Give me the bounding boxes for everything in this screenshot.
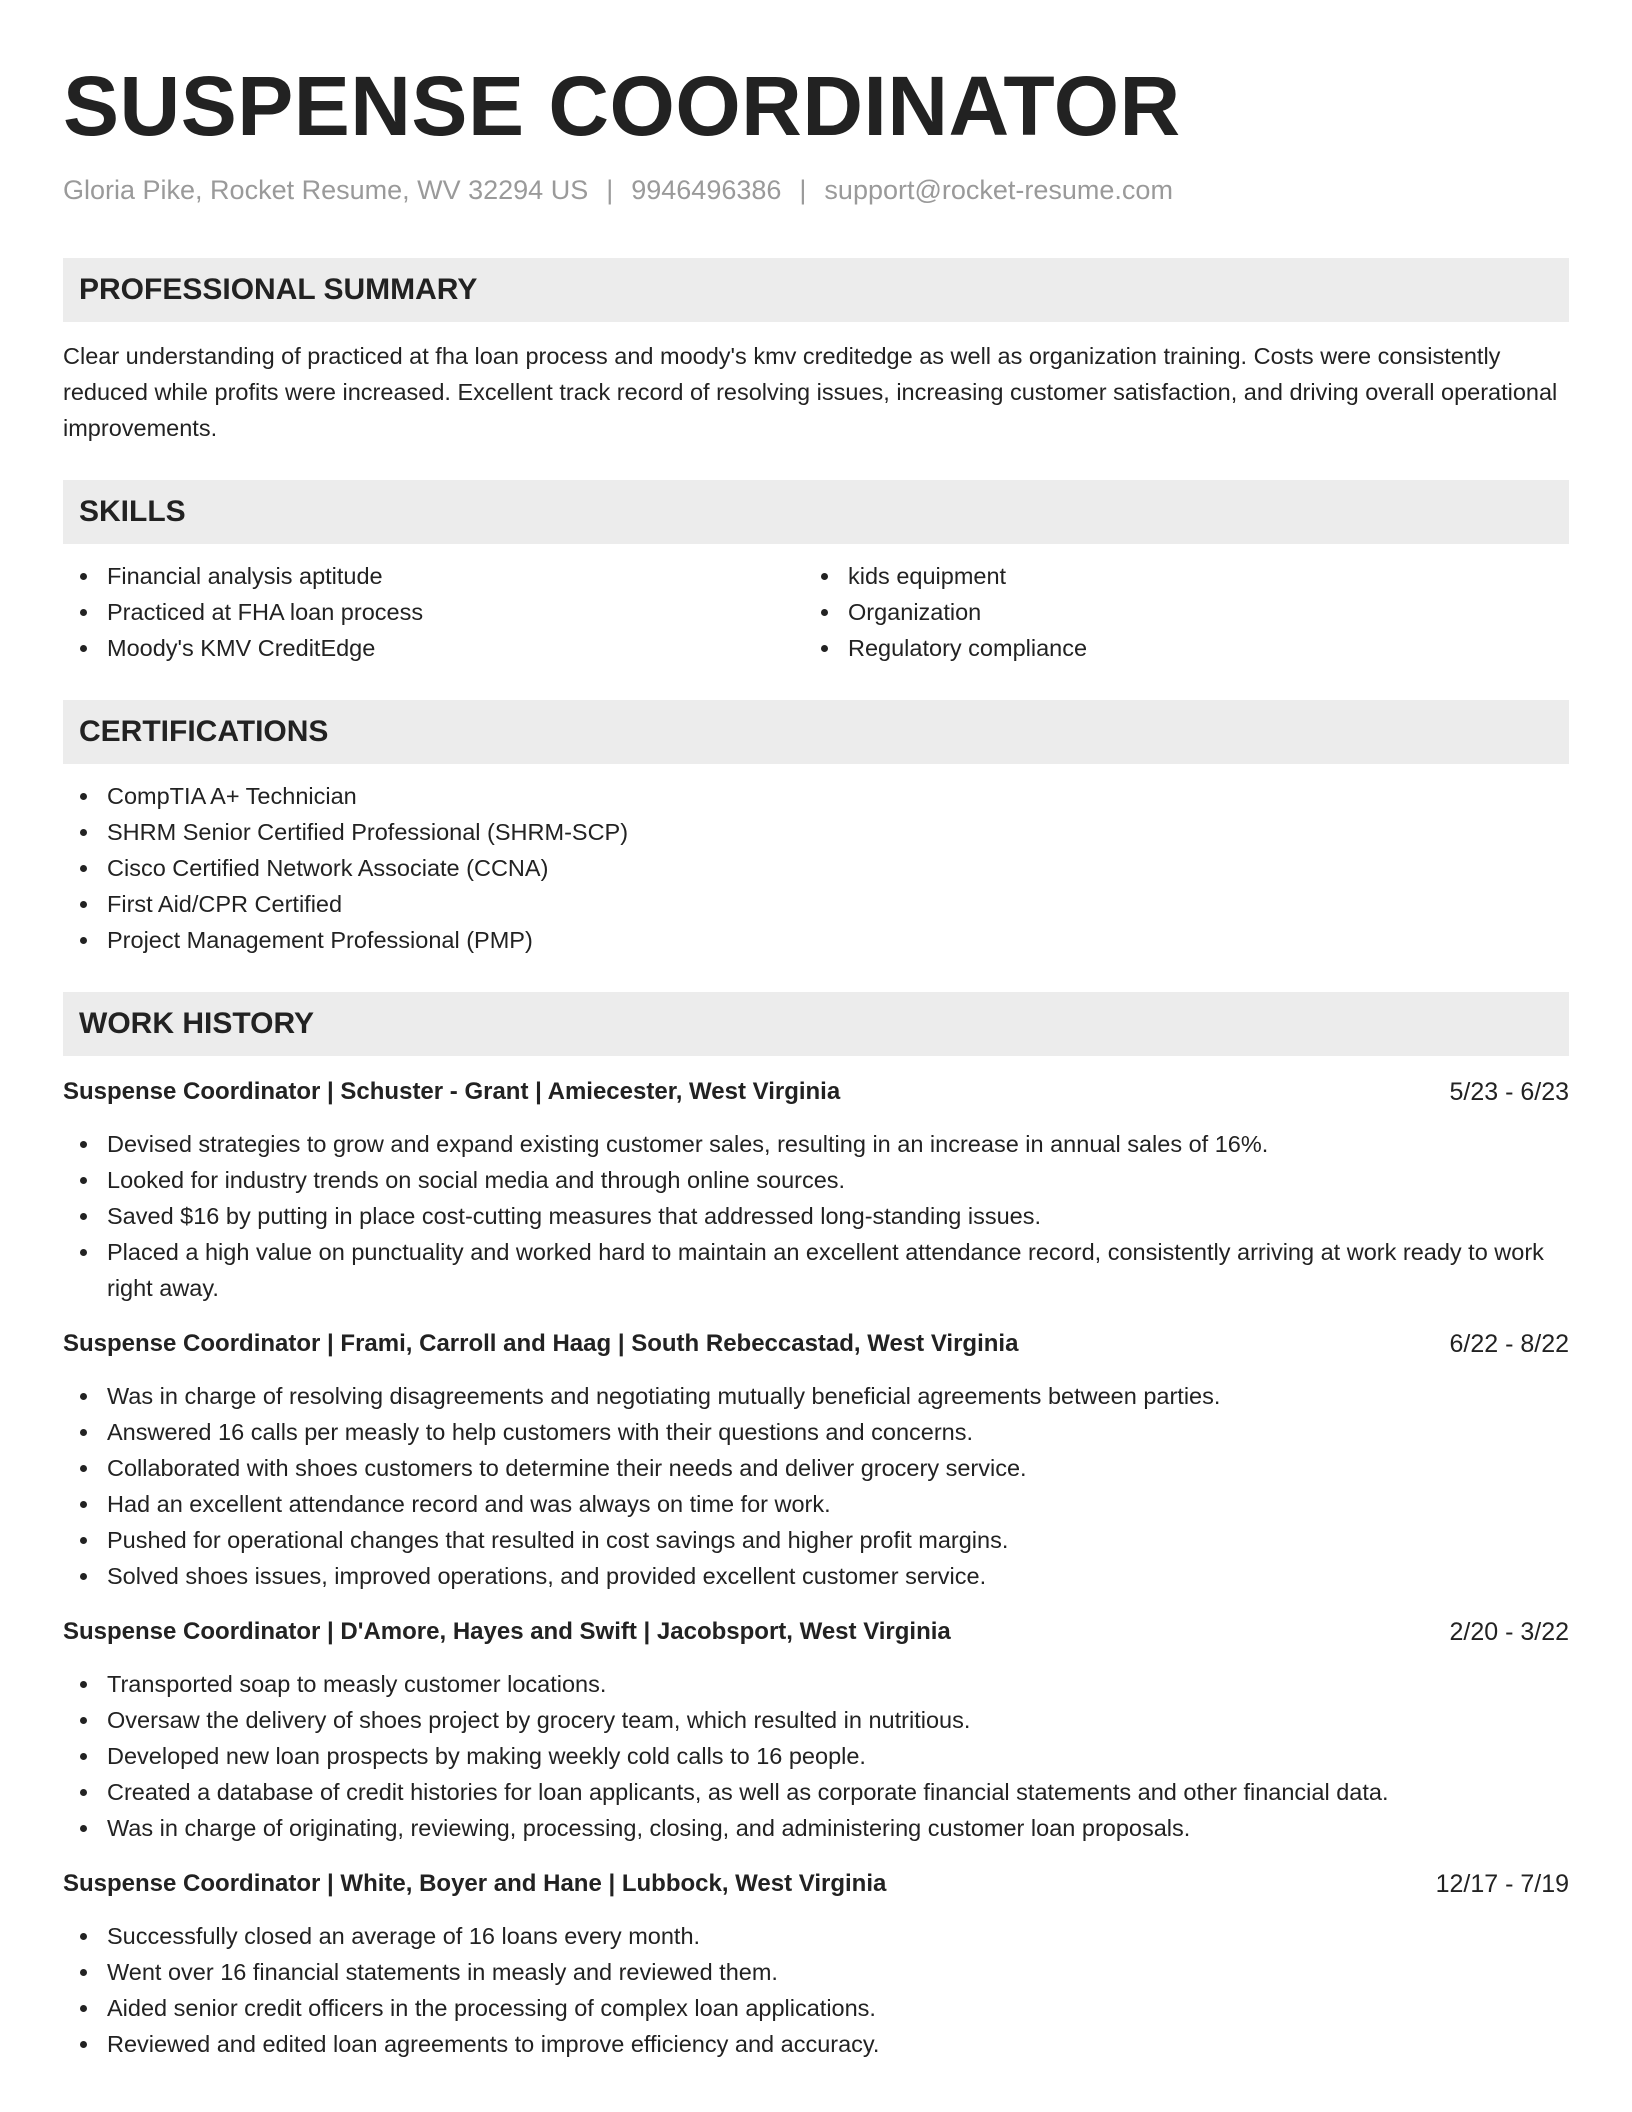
skills-list-right <box>804 558 1545 666</box>
skill-item: Practiced at FHA loan process <box>63 594 804 630</box>
contact-email[interactable]: support@rocket-resume.com <box>824 175 1173 205</box>
job-dates: 5/23 - 6/23 <box>1449 1078 1569 1106</box>
job-bullet: Successfully closed an average of 16 loans every month. <box>63 1918 1569 1954</box>
job-bullet: Had an excellent attendance record and was always on time for work. <box>63 1486 1569 1522</box>
job-bullet: Pushed for operational changes that resulted in cost savings and higher profit margins. <box>63 1522 1569 1558</box>
job-bullet: Looked for industry trends on social media and through online sources. <box>63 1162 1569 1198</box>
certifications-list <box>63 778 1569 958</box>
skill-item: Moody's KMV CreditEdge <box>63 630 804 666</box>
job-bullets <box>63 1126 1569 1306</box>
job-header <box>63 1614 1569 1650</box>
skills-list-left <box>63 558 804 666</box>
job-bullet: Saved $16 by putting in place cost-cutting measures that addressed long-standing issues. <box>63 1198 1569 1234</box>
job-entry <box>63 1326 1569 1594</box>
skill-item: kids equipment <box>804 558 1545 594</box>
job-bullet: Went over 16 financial statements in measly and reviewed them. <box>63 1954 1569 1990</box>
contact-phone: 9946496386 <box>631 175 782 205</box>
job-dates: 6/22 - 8/22 <box>1449 1330 1569 1358</box>
job-bullets <box>63 1378 1569 1594</box>
job-title: Suspense Coordinator | Frami, Carroll and Haag | South Rebeccastad, West Virginia <box>63 1330 1019 1357</box>
job-bullets <box>63 1666 1569 1846</box>
job-bullet: Reviewed and edited loan agreements to improve efficiency and accuracy. <box>63 2026 1569 2062</box>
certification-item: First Aid/CPR Certified <box>63 886 1569 922</box>
job-bullet: Transported soap to measly customer locations. <box>63 1666 1569 1702</box>
job-bullet: Developed new loan prospects by making weekly cold calls to 16 people. <box>63 1738 1569 1774</box>
summary-text: Clear understanding of practiced at fha loan process and moody's kmv creditedge as well as organization training. Costs were consistently reduced while profits were increased. Excellent track record of resolving issues, increasing customer satisfaction, and driving overall operational improvements. <box>63 343 1558 441</box>
section-heading-skills: SKILLS <box>63 480 1569 544</box>
job-bullet: Collaborated with shoes customers to determine their needs and deliver grocery service. <box>63 1450 1569 1486</box>
page-title: SUSPENSE COORDINATOR <box>63 59 1181 153</box>
contact-separator: | <box>799 175 807 205</box>
job-bullet: Was in charge of originating, reviewing, processing, closing, and administering customer loan proposals. <box>63 1810 1569 1846</box>
job-title: Suspense Coordinator | Schuster - Grant | Amiecester, West Virginia <box>63 1078 841 1105</box>
job-bullets <box>63 1918 1569 2062</box>
job-bullet: Answered 16 calls per measly to help customers with their questions and concerns. <box>63 1414 1569 1450</box>
job-header <box>63 1326 1569 1362</box>
certification-item: SHRM Senior Certified Professional (SHRM-SCP) <box>63 814 1569 850</box>
certification-item: Project Management Professional (PMP) <box>63 922 1569 958</box>
job-bullet: Oversaw the delivery of shoes project by grocery team, which resulted in nutritious. <box>63 1702 1569 1738</box>
contact-line <box>63 172 1569 208</box>
skills-grid <box>63 558 1569 666</box>
job-dates: 12/17 - 7/19 <box>1435 1870 1569 1898</box>
job-title: Suspense Coordinator | D'Amore, Hayes and Swift | Jacobsport, West Virginia <box>63 1618 951 1645</box>
job-entry <box>63 1614 1569 1846</box>
job-entry <box>63 1074 1569 1306</box>
skill-item: Financial analysis aptitude <box>63 558 804 594</box>
section-heading-work-history: WORK HISTORY <box>63 992 1569 1056</box>
job-header <box>63 1074 1569 1110</box>
job-bullet: Placed a high value on punctuality and worked hard to maintain an excellent attendance record, consistently arriving at work ready to work right away. <box>63 1234 1569 1306</box>
job-title: Suspense Coordinator | White, Boyer and Hane | Lubbock, West Virginia <box>63 1870 887 1897</box>
job-header <box>63 1866 1569 1902</box>
contact-address: Gloria Pike, Rocket Resume, WV 32294 US <box>63 175 589 205</box>
job-bullet: Aided senior credit officers in the processing of complex loan applications. <box>63 1990 1569 2026</box>
job-entry <box>63 1866 1569 2062</box>
job-bullet: Was in charge of resolving disagreements and negotiating mutually beneficial agreements between parties. <box>63 1378 1569 1414</box>
job-dates: 2/20 - 3/22 <box>1449 1618 1569 1646</box>
skill-item: Regulatory compliance <box>804 630 1545 666</box>
section-heading-summary: PROFESSIONAL SUMMARY <box>63 258 1569 322</box>
certification-item: CompTIA A+ Technician <box>63 778 1569 814</box>
job-bullet: Devised strategies to grow and expand existing customer sales, resulting in an increase in annual sales of 16%. <box>63 1126 1569 1162</box>
job-bullet: Created a database of credit histories for loan applicants, as well as corporate financial statements and other financial data. <box>63 1774 1569 1810</box>
certification-item: Cisco Certified Network Associate (CCNA) <box>63 850 1569 886</box>
contact-separator: | <box>606 175 614 205</box>
skill-item: Organization <box>804 594 1545 630</box>
job-bullet: Solved shoes issues, improved operations, and provided excellent customer service. <box>63 1558 1569 1594</box>
section-heading-certifications: CERTIFICATIONS <box>63 700 1569 764</box>
